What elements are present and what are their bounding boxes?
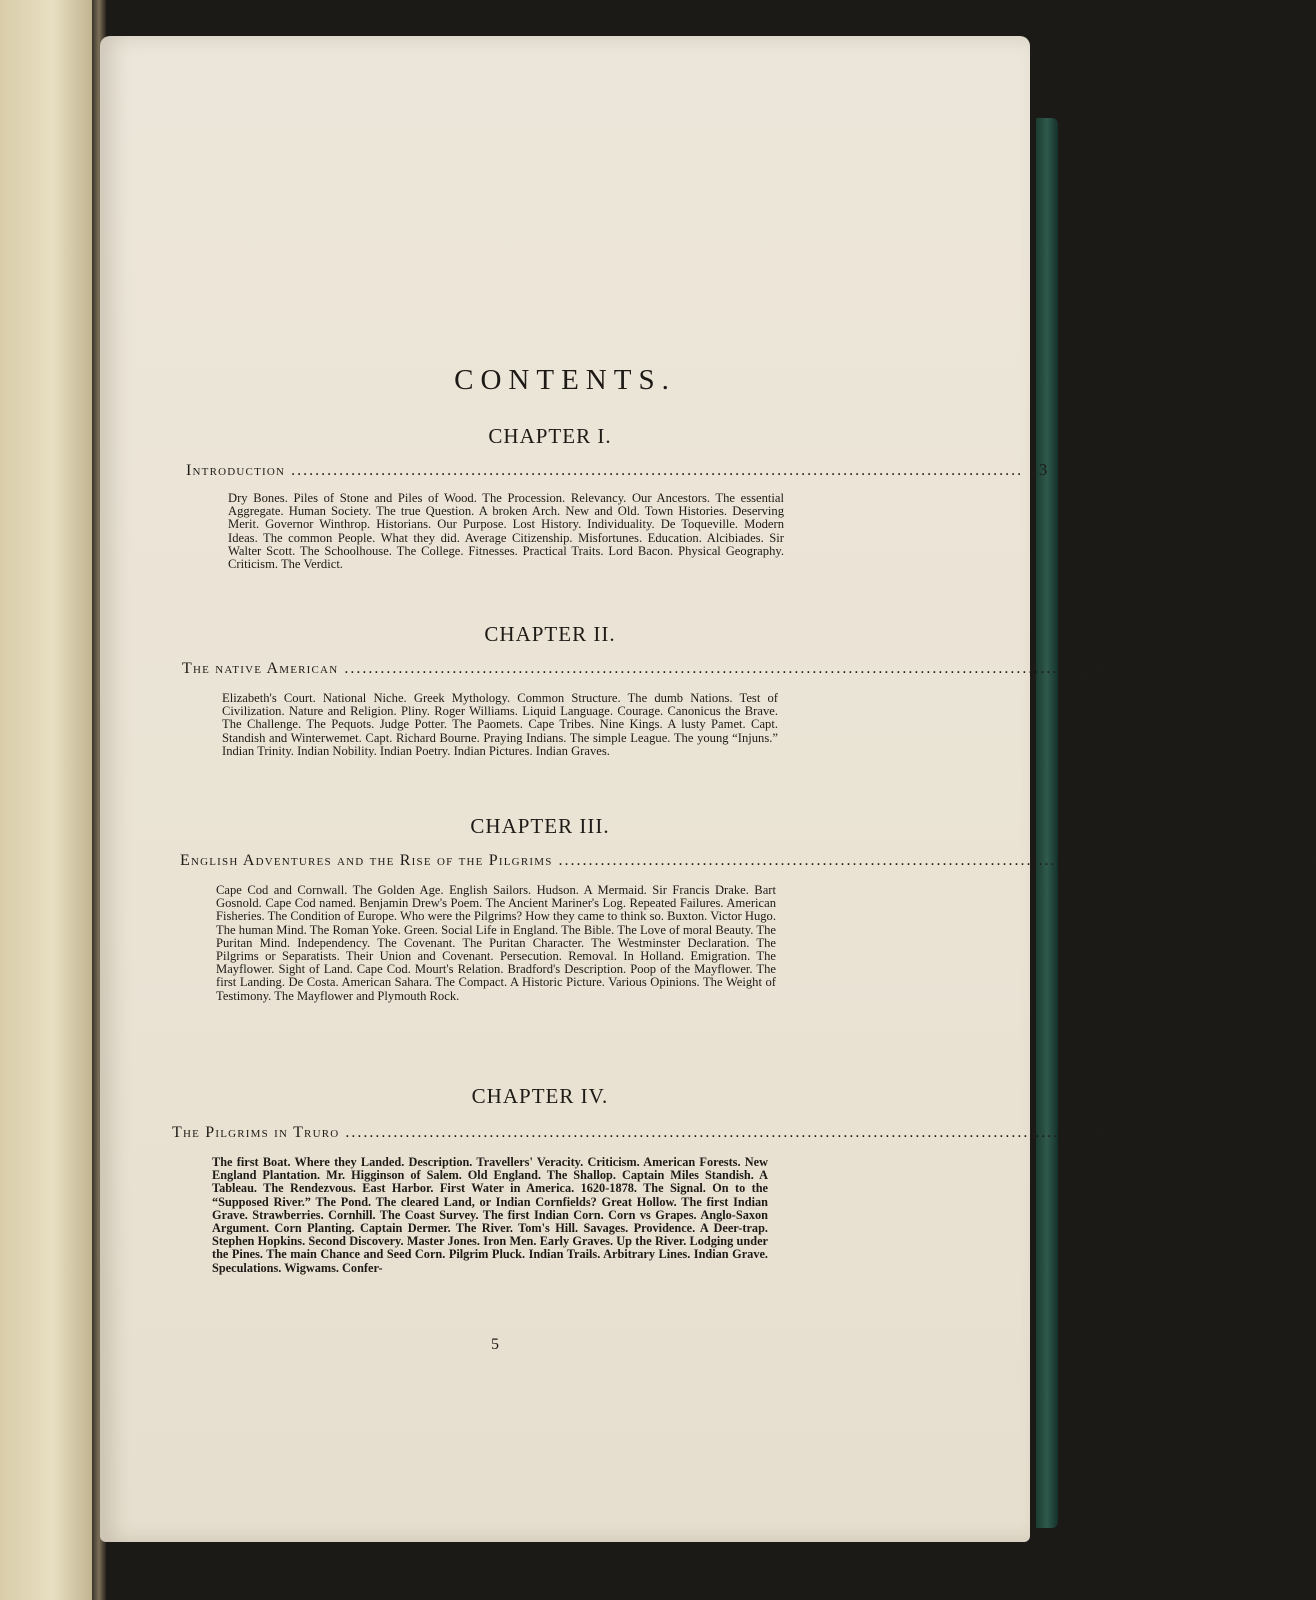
book-cover-edge (1036, 118, 1058, 1528)
chapter-heading: CHAPTER IV. (471, 1084, 609, 1108)
chapter-synopsis: Dry Bones. Piles of Stone and Piles of Wood. The Procession. Relevancy. Our Ancestors. The essential Aggregate. Human Society. The true Question. A broken Arch. New and Old. Town Histories. Deserving Merit. Governor Winthrop. Historians. Our Purpose. Lost History. Individuality. De Toqueville. Modern Ideas. The common People. What they did. Average Citizenship. Misfortunes. Education. Alcibiades. Sir Walter Scott. The Schoolhouse. The College. Fitnesses. Practical Traits. Lord Bacon. Physical Geography. Criticism. The Verdict. (228, 491, 784, 572)
chapter-heading: CHAPTER III. (470, 814, 610, 838)
chapter-title: The Pilgrims in Truro (172, 1124, 340, 1141)
toc-entry[interactable] (172, 1122, 1103, 1142)
page-folio: 5 (491, 1336, 499, 1353)
chapter-title: English Adventures and the Rise of the Pilgrims (180, 852, 553, 869)
toc-entry[interactable] (186, 460, 1049, 480)
page-number: 34 (1296, 850, 1316, 869)
chapter-heading: CHAPTER I. (488, 424, 612, 448)
toc-entry[interactable] (182, 658, 1102, 678)
toc-entry[interactable] (180, 850, 1316, 870)
page-number: 13 (1029, 460, 1049, 479)
page-number: 53 (1083, 1122, 1103, 1141)
chapter-synopsis: Cape Cod and Cornwall. The Golden Age. English Sailors. Hudson. A Mermaid. Sir Francis Drake. Bart Gosnold. Cape Cod named. Benjamin Drew's Poem. The Ancient Mariner's Log. Repeated Failures. American Fisheries. The Condition of Europe. Who were the Pilgrims? How they came to think so. Buxton. Victor Hugo. The human Mind. The Roman Yoke. Green. Social Life in England. The Bible. The Love of moral Beauty. The Puritan Mind. Independency. The Covenant. The Puritan Character. The Westminster Declaration. The Pilgrims or Separatists. Their Union and Covenant. Persecution. Removal. In Holland. Emigration. The Mayflower. Sight of Land. Cape Cod. Mourt's Relation. Bradford's Description. Poop of the Mayflower. The first Landing. De Costa. American Sahara. The Compact. A Historic Picture. Various Opinions. The Weight of Testimony. The Mayflower and Plymouth Rock. (216, 883, 776, 1003)
chapter-heading: CHAPTER II. (484, 622, 616, 646)
dot-leader: .......................................................................................................................... (558, 852, 1291, 869)
contents-heading: CONTENTS. (454, 364, 676, 396)
chapter-synopsis: Elizabeth's Court. National Niche. Greek Mythology. Common Structure. The dumb Nations. Test of Civilization. Nature and Religion. Pliny. Roger Williams. Liquid Language. Courage. Canonicus the Brave. The Challenge. The Pequots. Judge Potter. The Paomets. Cape Tribes. Nine Kings. A lusty Pamet. Capt. Standish and Winterwemet. Capt. Richard Bourne. Praying Indians. The simple League. The young “Injuns.” Indian Trinity. Indian Nobility. Indian Poetry. Indian Pictures. Indian Graves. (222, 691, 778, 758)
page-number: 23 (1082, 658, 1102, 677)
chapter-title: Introduction (186, 462, 286, 479)
dot-leader: .......................................................................................................................... (291, 462, 1024, 479)
book-page (100, 36, 1316, 1542)
chapter-synopsis: The first Boat. Where they Landed. Description. Travellers' Veracity. Criticism. American Forests. New England Plantation. Mr. Higginson of Salem. Old England. The Shallop. Captain Miles Standish. A Tableau. The Rendezvous. East Harbor. First Water in America. 1620-1878. The Signal. On to the “Supposed River.” The Pond. The cleared Land, or Indian Cornfields? Great Hollow. The first Indian Grave. Strawberries. Cornhill. The Coast Survey. The first Indian Corn. Corn vs Grapes. Anglo-Saxon Argument. Corn Planting. Captain Dermer. The River. Tom's Hill. Savages. Providence. A Deer-trap. Stephen Hopkins. Second Discovery. Master Jones. Iron Men. Early Graves. Up the River. Lodging under the Pines. The main Chance and Seed Corn. Pilgrim Pluck. Indian Trails. Arbitrary Lines. Indian Grave. Speculations. Wigwams. Confer- (212, 1155, 768, 1275)
dot-leader: .......................................................................................................................... (344, 660, 1077, 677)
facing-page-edge (0, 0, 96, 1600)
chapter-title: The native American (182, 660, 339, 677)
dot-leader: .......................................................................................................................... (345, 1124, 1078, 1141)
